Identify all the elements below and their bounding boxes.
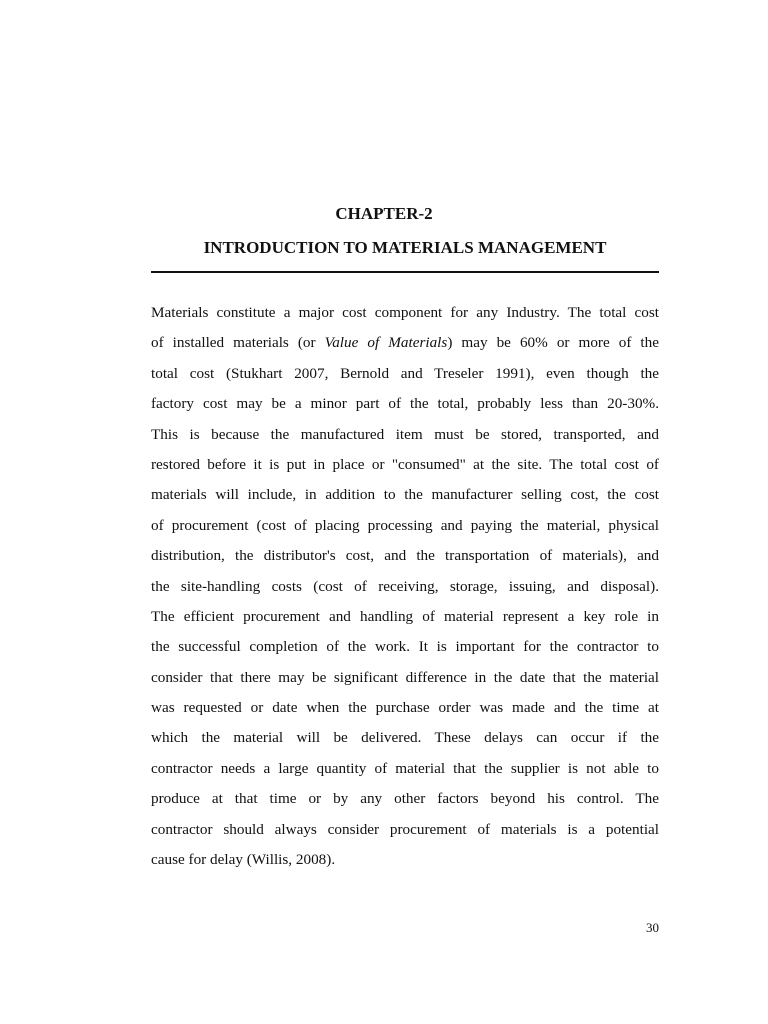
paragraph-line: which the material will be delivered. These delays can occur if the — [151, 729, 659, 747]
paragraph-line: produce at that time or by any other factors beyond his control. The — [151, 790, 659, 808]
paragraph-line: contractor should always consider procurement of materials is a potential — [151, 820, 659, 838]
paragraph-line: contractor needs a large quantity of material that the supplier is not able to — [151, 759, 659, 777]
paragraph-line: the site-handling costs (cost of receiving, storage, issuing, and disposal). — [151, 577, 659, 595]
paragraph-line: restored before it is put in place or "consumed" at the site. The total cost of — [151, 455, 659, 473]
paragraph-line: total cost (Stukhart 2007, Bernold and Treseler 1991), even though the — [151, 364, 659, 382]
page-number: 30 — [646, 920, 659, 935]
paragraph-line: The efficient procurement and handling of material represent a key role in — [151, 607, 659, 625]
chapter-title: INTRODUCTION TO MATERIALS MANAGEMENT — [203, 238, 607, 257]
italic-term: Value of Materials — [324, 334, 448, 352]
paragraph-line: the successful completion of the work. It is important for the contractor to — [151, 638, 659, 656]
paragraph-line: was requested or date when the purchase order was made and the time at — [151, 699, 659, 717]
paragraph-line: factory cost may be a minor part of the total, probably less than 20-30%. — [151, 395, 659, 413]
paragraph-line: distribution, the distributor's cost, and the transportation of materials), and — [151, 547, 659, 565]
body-paragraph — [151, 298, 659, 875]
paragraph-line: Materials constitute a major cost component for any Industry. The total cost — [151, 304, 659, 321]
paragraph-line: consider that there may be significant difference in the date that the material — [151, 668, 659, 686]
paragraph-line: of procurement (cost of placing processing and paying the material, physical — [151, 516, 659, 534]
title-divider — [151, 271, 659, 273]
paragraph-line — [151, 328, 659, 358]
chapter-number: CHAPTER-2 — [335, 204, 433, 223]
paragraph-line-suffix: ) may be 60% or more of the — [447, 334, 659, 352]
paragraph-line-prefix: of installed materials (or — [151, 334, 325, 352]
paragraph-line: cause for delay (Willis, 2008). — [151, 851, 336, 869]
paragraph-line: materials will include, in addition to the manufacturer selling cost, the cost — [151, 486, 659, 504]
paragraph-line: This is because the manufactured item must be stored, transported, and — [151, 425, 659, 443]
